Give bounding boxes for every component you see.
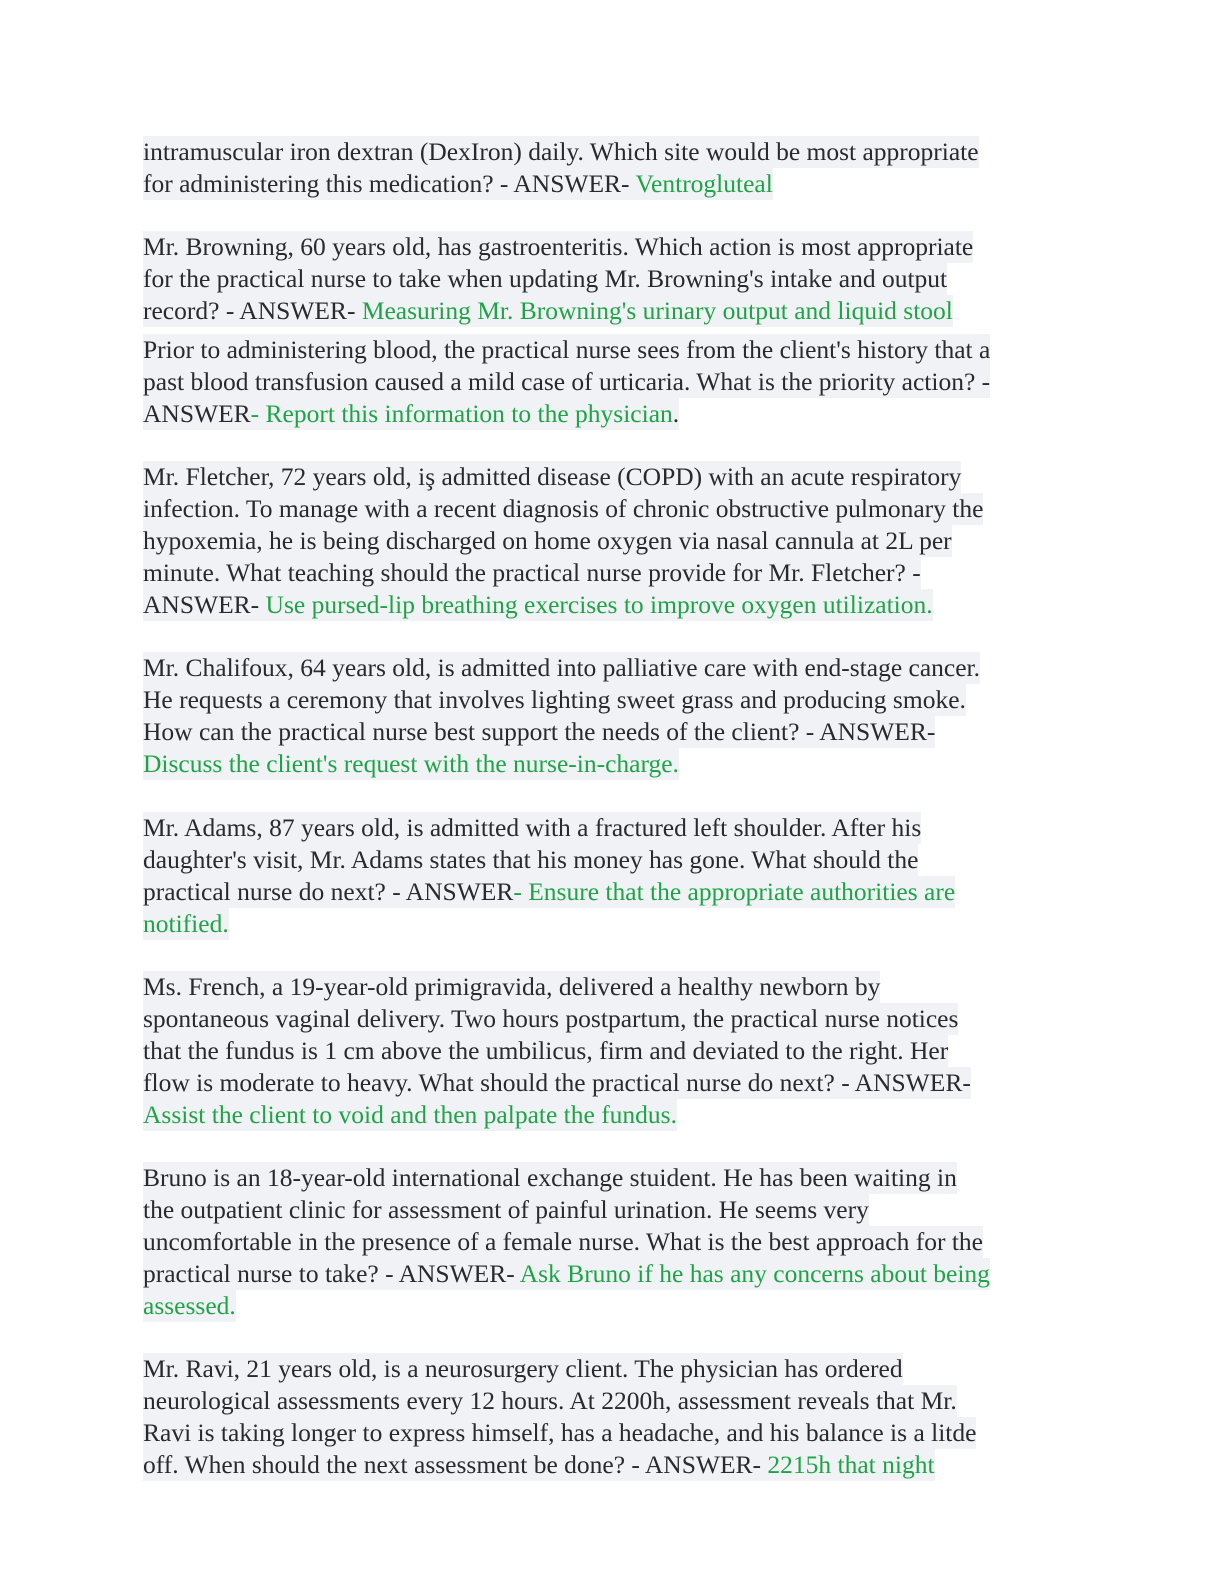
text-line <box>143 493 983 525</box>
text-line <box>143 1194 869 1226</box>
answer-text: Discuss the client's request with the nurse-in-charge. <box>143 749 679 778</box>
qa-item <box>143 1353 1073 1481</box>
text-line <box>143 1385 957 1417</box>
text-line <box>143 908 229 940</box>
text-line <box>143 557 921 589</box>
qa-item <box>143 231 1073 327</box>
text-line <box>143 652 980 684</box>
text-line <box>143 168 773 200</box>
answer-text: Use pursed-lip breathing exercises to improve oxygen utilization. <box>265 590 933 619</box>
question-text: the outpatient clinic for assessment of painful urination. He seems very <box>143 1195 869 1224</box>
text-line <box>143 589 933 621</box>
question-text: Mr. Browning, 60 years old, has gastroenteritis. Which action is most appropriate <box>143 232 974 261</box>
qa-item <box>143 461 1073 621</box>
text-line <box>143 1162 957 1194</box>
answer-text: assessed. <box>143 1291 236 1320</box>
answer-text: Ventrogluteal <box>635 169 773 198</box>
question-text: spontaneous vaginal delivery. Two hours postpartum, the practical nurse notices <box>143 1004 959 1033</box>
text-line <box>143 1099 677 1131</box>
qa-item <box>143 652 1073 780</box>
qa-item <box>143 136 1073 200</box>
text-line <box>143 398 679 430</box>
question-text: ANSWER <box>143 399 251 428</box>
question-text: that the fundus is 1 cm above the umbilicus, firm and deviated to the right. Her <box>143 1036 949 1065</box>
question-text: uncomfortable in the presence of a female nurse. What is the best approach for the <box>143 1227 983 1256</box>
text-line <box>143 263 947 295</box>
answer-text: Measuring Mr. Browning's urinary output and liquid stool <box>361 296 953 325</box>
qa-item <box>143 1162 1073 1322</box>
text-line <box>143 1067 971 1099</box>
question-text: for the practical nurse to take when updating Mr. Browning's intake and output <box>143 264 948 293</box>
question-text: ANSWER- <box>143 590 266 619</box>
text-line <box>143 295 953 327</box>
question-text: Prior to administering blood, the practical nurse sees from the client's history that a <box>143 335 991 364</box>
text-line <box>143 1003 958 1035</box>
text-line <box>143 1290 236 1322</box>
text-line <box>143 1449 935 1481</box>
question-text: Bruno is an 18-year-old international exchange stuident. He has been waiting in <box>143 1163 957 1192</box>
text-line <box>143 748 679 780</box>
qa-item <box>143 812 1073 940</box>
text-line <box>143 461 961 493</box>
question-text: daughter's visit, Mr. Adams states that his money has gone. What should the <box>143 845 919 874</box>
question-text: practical nurse to take? - ANSWER- <box>143 1259 520 1288</box>
question-text: Ravi is taking longer to express himself, has a headache, and his balance is a litde <box>143 1418 977 1447</box>
text-line <box>143 876 955 908</box>
question-text: . <box>672 399 680 428</box>
text-line <box>143 1353 903 1385</box>
question-text: practical nurse do next? - ANSWER <box>143 877 514 906</box>
question-text: off. When should the next assessment be done? - ANSWER- <box>143 1450 768 1479</box>
text-line <box>143 1035 948 1067</box>
question-text: for administering this medication? - ANSWER- <box>143 169 636 198</box>
question-text: neurological assessments every 12 hours. At 2200h, assessment reveals that Mr. <box>143 1386 957 1415</box>
text-line <box>143 525 952 557</box>
question-text: minute. What teaching should the practical nurse provide for Mr. Fletcher? - <box>143 558 921 587</box>
qa-item <box>143 334 1073 430</box>
text-line <box>143 812 921 844</box>
text-line <box>143 716 935 748</box>
answer-text: Assist the client to void and then palpate the fundus. <box>143 1100 677 1129</box>
question-text: Mr. Adams, 87 years old, is admitted with a fractured left shoulder. After his <box>143 813 922 842</box>
text-line <box>143 1226 983 1258</box>
question-text: hypoxemia, he is being discharged on home oxygen via nasal cannula at 2L per <box>143 526 952 555</box>
answer-text: - Ensure that the appropriate authorities are <box>513 877 956 906</box>
text-line <box>143 1417 976 1449</box>
question-text: He requests a ceremony that involves lighting sweet grass and producing smoke. <box>143 685 966 714</box>
question-text: Mr. Ravi, 21 years old, is a neurosurgery client. The physician has ordered <box>143 1354 903 1383</box>
answer-text: notified. <box>143 909 229 938</box>
text-line <box>143 684 966 716</box>
question-text: intramuscular iron dextran (DexIron) daily. Which site would be most appropriate <box>143 137 979 166</box>
question-text: Ms. French, a 19-year-old primigravida, delivered a healthy newborn by <box>143 972 881 1001</box>
text-line <box>143 844 918 876</box>
question-text: record? - ANSWER- <box>143 296 362 325</box>
text-line <box>143 1258 990 1290</box>
question-text: infection. To manage with a recent diagnosis of chronic obstructive pulmonary the <box>143 494 984 523</box>
answer-text: - Report this information to the physician <box>250 399 673 428</box>
qa-item <box>143 971 1073 1131</box>
question-text: flow is moderate to heavy. What should the practical nurse do next? - ANSWER- <box>143 1068 971 1097</box>
question-text: How can the practical nurse best support the needs of the client? - ANSWER- <box>143 717 936 746</box>
answer-text: 2215h that night <box>767 1450 935 1479</box>
question-text: Mr. Chalifoux, 64 years old, is admitted into palliative care with end-stage cancer. <box>143 653 981 682</box>
text-line <box>143 971 880 1003</box>
text-line <box>143 366 990 398</box>
text-line <box>143 334 990 366</box>
answer-text: Ask Bruno if he has any concerns about being <box>519 1259 990 1288</box>
question-text: Mr. Fletcher, 72 years old, iş admitted disease (COPD) with an acute respiratory <box>143 462 962 491</box>
text-line <box>143 136 979 168</box>
text-line <box>143 231 973 263</box>
question-text: past blood transfusion caused a mild case of urticaria. What is the priority action? - <box>143 367 991 396</box>
